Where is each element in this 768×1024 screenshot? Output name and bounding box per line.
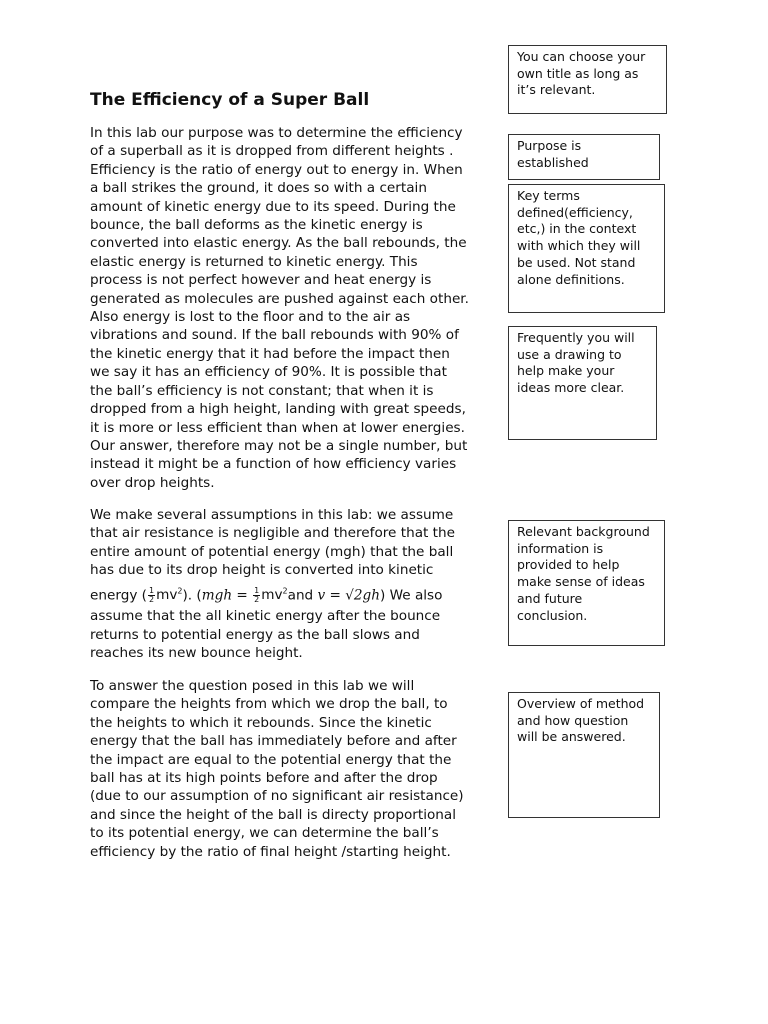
comment-line: help make your [517,363,615,379]
comment-line: established [517,154,589,170]
paragraph-line: entire amount of potential energy (mgh) that the ball [90,543,454,560]
paragraph-line: elastic energy is returned to kinetic energy. This [90,253,418,270]
paragraph-line: We make several assumptions in this lab: we assume [90,507,454,523]
kinetic-energy-term [156,587,182,603]
and-text: and [287,587,318,604]
comment-line: it’s relevant. [517,82,596,98]
paragraph-line: Also energy is lost to the floor and to the air as [90,309,411,326]
paragraph-line: In this lab our purpose was to determine the efficiency [90,125,463,141]
fraction-half [148,587,155,604]
comment-method [508,692,660,818]
comment-line: and how question [517,712,629,728]
comment-purpose [508,134,660,180]
document-title: The Efficiency of a Super Ball [90,90,370,110]
paragraph-line: the ball’s efficiency is not constant; that when it is [90,382,434,399]
exponent: 2 [177,586,183,596]
fraction-numerator: 1 [149,585,155,595]
paragraph-line: instead it might be a function of how efficiency varies [90,456,457,473]
paragraph-line: of a superball as it is dropped from different heights . [90,143,454,160]
paragraph-line: converted into elastic energy. As the ball rebounds, the [90,235,467,252]
paragraph-line: efficiency by the ratio of final height /starting height. [90,843,451,860]
mgh-equation: mgh = [201,587,253,604]
comment-line: etc,) in the context [517,221,637,237]
paragraph-line: the kinetic energy that it had before the impact then [90,345,450,362]
comment-line: with which they will [517,238,641,254]
comment-line: ideas more clear. [517,380,625,396]
comment-line: Relevant background [517,524,650,539]
comment-line: Overview of method [517,696,645,711]
comment-line: defined(efficiency, [517,204,633,220]
paragraph-line: compare the heights from which we drop the ball, to [90,696,448,713]
paragraph-line: Our answer, therefore may not be a single number, but [90,437,468,454]
fraction-half [253,587,260,604]
paragraph-line: To answer the question posed in this lab we will [90,678,415,694]
paragraph-line: amount of kinetic energy due to its speed. During the [90,198,456,215]
comment-line: conclusion. [517,607,588,623]
comment-line: will be answered. [517,729,626,745]
comment-line: own title as long as [517,65,639,81]
paragraph-line: the impact are equal to the potential energy that the [90,751,452,768]
comment-line: provided to help [517,557,620,573]
comment-line: make sense of ideas [517,574,645,590]
paragraph-line: to its potential energy, we can determine the ball’s [90,825,439,842]
paragraph-line: the heights to which it rebounds. Since the kinetic [90,714,432,731]
paragraph-line: we say it has an efficiency of 90%. It is possible that [90,364,447,381]
paragraph-line: Efficiency is the ratio of energy out to energy in. When [90,161,463,178]
paragraph-line: that air resistance is negligible and therefore that the [90,525,455,542]
comment-line: Frequently you will [517,330,635,345]
paragraph-line: reaches its new bounce height. [90,644,303,661]
comment-key-terms [508,184,665,313]
kinetic-energy-term [261,587,287,603]
paragraph-line: returns to potential energy as the ball slows and [90,626,420,643]
energy-text: energy ( [90,587,147,604]
paragraph-line: dropped from a high height, landing with great speeds, [90,401,466,418]
comment-background [508,520,665,646]
paragraph-line: generated as molecules are pushed against each other. [90,290,469,307]
paragraph-line: a ball strikes the ground, it does so with a certain [90,180,427,197]
fraction-denominator: 2 [254,594,260,604]
comment-line: be used. Not stand [517,254,636,270]
exponent: 2 [282,586,288,596]
fraction-numerator: 1 [254,585,260,595]
paragraph-line: assume that the all kinetic energy after the bounce [90,608,441,625]
comment-drawing [508,326,657,440]
paragraph-line: energy that the ball has immediately before and after [90,733,457,750]
paragraph-line: vibrations and sound. If the ball rebounds with 90% of [90,327,459,344]
formula-line [90,580,490,608]
paragraph-line: has due to its drop height is converted into kinetic [90,562,434,579]
paragraph-line: ball has at its high points before and after the drop [90,770,438,787]
paragraph-line: over drop heights. [90,474,215,491]
comment-line: use a drawing to [517,346,622,362]
velocity-equation: v = √2gh [317,587,380,604]
assumptions-paragraph [90,506,490,662]
comment-line: information is [517,540,604,556]
paragraph-line: it is more or less efficient than when at lower energies. [90,419,465,436]
paragraph-line: and since the height of the ball is directy proportional [90,806,457,823]
purpose-paragraph [90,124,490,492]
paragraph-line: bounce, the ball deforms as the kinetic energy is [90,217,423,234]
comment-line: Key terms [517,188,580,203]
paragraph-line: process is not perfect however and heat energy is [90,272,432,289]
comment-line: You can choose your [517,49,646,64]
comment-line: and future [517,590,583,606]
close-paren-text: ). ( [182,587,202,604]
comment-line: alone definitions. [517,271,625,287]
comment-title [508,45,667,114]
mv-text: mv [261,587,283,604]
close-paren-text: ) We also [380,587,443,604]
paragraph-line: (due to our assumption of no significant air resistance) [90,788,464,805]
comment-line: Purpose is [517,138,582,153]
method-paragraph [90,677,490,861]
mv-text: mv [156,587,178,604]
fraction-denominator: 2 [149,594,155,604]
